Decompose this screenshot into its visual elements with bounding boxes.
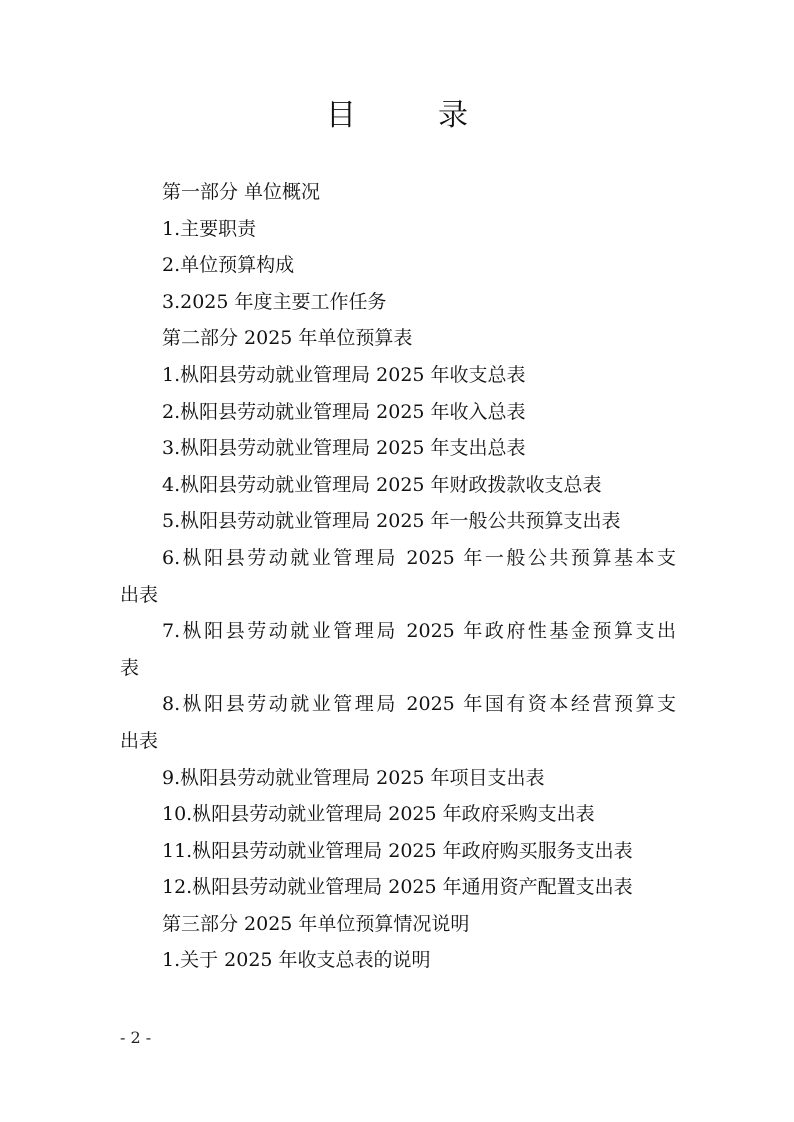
toc-item: 1.主要职责 [162, 217, 257, 240]
toc-item: 12.枞阳县劳动就业管理局 2025 年通用资产配置支出表 [162, 876, 633, 899]
page-title: 目 录 [326, 98, 494, 133]
toc-item: 3.枞阳县劳动就业管理局 2025 年支出总表 [162, 437, 526, 460]
toc-item: 9.枞阳县劳动就业管理局 2025 年项目支出表 [162, 766, 545, 789]
toc-part-heading: 第三部分 2025 年单位预算情况说明 [162, 912, 470, 935]
toc-item-line: 7.枞阳县劳动就业管理局 2025 年政府性基金预算支出 [162, 620, 676, 643]
page-number: - 2 - [120, 1028, 152, 1047]
toc-item [120, 613, 676, 686]
toc-item-continuation: 表 [120, 656, 140, 679]
toc-item: 1.关于 2025 年收支总表的说明 [162, 949, 431, 972]
toc-item: 10.枞阳县劳动就业管理局 2025 年政府采购支出表 [162, 803, 595, 826]
toc-item: 1.枞阳县劳动就业管理局 2025 年收支总表 [162, 363, 526, 386]
toc-item: 2.枞阳县劳动就业管理局 2025 年收入总表 [162, 400, 526, 423]
toc-item-continuation: 出表 [120, 729, 159, 752]
toc-item: 4.枞阳县劳动就业管理局 2025 年财政拨款收支总表 [162, 473, 602, 496]
toc-item: 11.枞阳县劳动就业管理局 2025 年政府购买服务支出表 [162, 839, 633, 862]
toc-item-continuation: 出表 [120, 583, 159, 606]
toc-item: 3.2025 年度主要工作任务 [162, 290, 387, 313]
toc-part-heading: 第二部分 2025 年单位预算表 [162, 327, 413, 350]
toc-item: 2.单位预算构成 [162, 254, 295, 277]
toc-item [120, 540, 676, 613]
table-of-contents [120, 174, 676, 979]
toc-item-line: 6.枞阳县劳动就业管理局 2025 年一般公共预算基本支 [162, 546, 676, 569]
toc-part-heading: 第一部分 单位概况 [162, 181, 321, 203]
toc-item-line: 8.枞阳县劳动就业管理局 2025 年国有资本经营预算支 [162, 693, 676, 716]
toc-item [120, 686, 676, 759]
toc-item: 5.枞阳县劳动就业管理局 2025 年一般公共预算支出表 [162, 510, 621, 533]
